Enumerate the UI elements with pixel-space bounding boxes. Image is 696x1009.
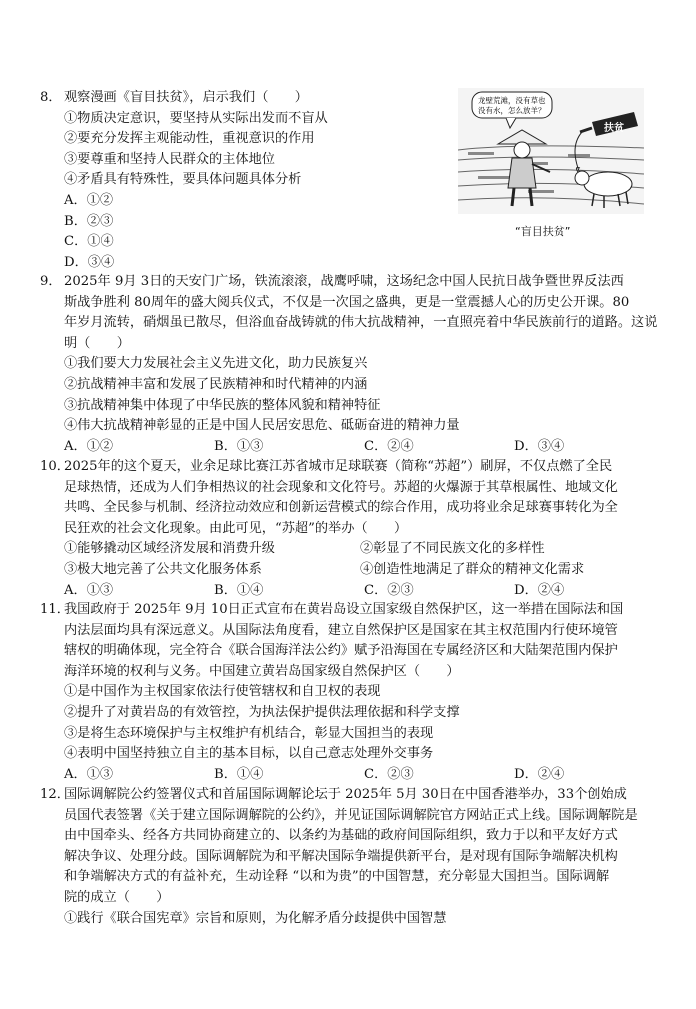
statement: ②要充分发挥主观能动性，重视意识的作用 [64, 131, 315, 147]
option-c[interactable]: C．②④ [364, 438, 414, 454]
option-a[interactable]: A．①③ [64, 582, 114, 598]
statement: ②抗战精神丰富和发展了民族精神和时代精神的内涵 [64, 376, 368, 392]
statement: ①能够撬动区域经济发展和消费升级 [64, 541, 275, 557]
question-number: 11． [40, 602, 70, 617]
statement: ③抗战精神集中体现了中华民族的整体风貌和精神特征 [64, 397, 381, 413]
option-b[interactable]: B．②③ [64, 213, 114, 229]
question-stem: 斯战争胜利 80周年的盛大阅兵仪式，不仅是一次国之盛典，更是一堂震撼人心的历史公开课。80 [64, 294, 630, 310]
option-c[interactable]: C．②③ [364, 582, 414, 598]
option-c[interactable]: C．②③ [364, 766, 414, 782]
question-stem: 共鸣、全民参与机制、经济拉动效应和创新运营模式的综合作用，成功将业余足球赛事转化为全 [64, 500, 618, 516]
statement: ④伟大抗战精神彰显的正是中国人民居安思危、砥砺奋进的精神力量 [64, 418, 460, 434]
question-12 [40, 785, 666, 929]
statement: ④创造性地满足了群众的精神文化需求 [360, 561, 585, 577]
statement: ①是中国作为主权国家依法行使管辖权和自卫权的表现 [64, 684, 381, 700]
options-row [40, 437, 666, 458]
option-d[interactable]: D．②④ [514, 582, 565, 598]
sign-text: 扶贫 [604, 123, 624, 134]
option-c[interactable]: C．①④ [64, 234, 114, 250]
statement: ①物质决定意识，要坚持从实际出发而不盲从 [64, 110, 328, 126]
statement: ①践行《联合国宪章》宗旨和原则，为化解矛盾分歧提供中国智慧 [64, 910, 447, 926]
question-number: 12． [40, 787, 70, 802]
question-number: 10． [40, 459, 70, 474]
question-stem: 海洋环境的权利与义务。中国建立黄岩岛国家级自然保护区（ ） [64, 663, 460, 679]
option-d[interactable]: D．③④ [514, 438, 565, 454]
statement: ②提升了对黄岩岛的有效管控，为执法保护提供法理依据和科学支撑 [64, 704, 460, 720]
question-stem: 明（ ） [64, 335, 130, 351]
statement: ③要尊重和坚持人民群众的主体地位 [64, 151, 275, 167]
question-stem: 和争端解决方式的有益补充，生动诠释 “以和为贵”的中国智慧，充分彰显大国担当。国际调解 [64, 869, 610, 885]
question-stem: 2025年 9月 3日的天安门广场，铁流滚滚，战鹰呼啸，这场纪念中国人民抗日战争暨世界反法西 [64, 274, 624, 289]
option-b[interactable]: B．①④ [214, 766, 264, 782]
statement: ①我们要大力发展社会主义先进文化，助力民族复兴 [64, 356, 368, 372]
cartoon-illustration [458, 88, 644, 214]
question-stem: 国际调解院公约签署仪式和首届国际调解论坛于 2025年 5月 30日在中国香港举办，33个创始成 [64, 787, 627, 802]
question-stem: 足球热情，还成为人们争相热议的社会现象和文化符号。苏超的火爆源于其草根属性、地域文化 [64, 479, 618, 495]
statement: ③是将生态环境保护与主权维护有机结合，彰显大国担当的表现 [64, 725, 434, 741]
question-number: 8． [40, 90, 62, 105]
option-d[interactable]: D．③④ [64, 254, 115, 270]
question-number: 9． [40, 274, 62, 289]
question-stem: 员国代表签署《关于建立国际调解院的公约》，并见证国际调解院官方网站正式上线。国际调解院是 [64, 807, 638, 823]
question-8 [40, 88, 460, 273]
options-row [40, 765, 666, 786]
question-stem: 民狂欢的社会文化现象。由此可见，“苏超”的举办（ ） [64, 520, 408, 536]
question-9 [40, 272, 666, 457]
bubble-text-line1: 龙壁荒滩，没有草也 [478, 96, 546, 105]
statement: ④表明中国坚持独立自主的基本目标，以自己意志处理外交事务 [64, 746, 434, 762]
option-a[interactable]: A．①② [64, 192, 114, 208]
bubble-text-line2: 没有水，怎么放羊？ [478, 106, 546, 115]
option-d[interactable]: D．②④ [514, 766, 565, 782]
option-a[interactable]: A．①② [64, 438, 114, 454]
question-11 [40, 600, 666, 785]
statement: ③极大地完善了公共文化服务体系 [64, 561, 262, 577]
option-a[interactable]: A．①③ [64, 766, 114, 782]
options-row [40, 581, 666, 602]
question-stem: 由中国牵头、经各方共同协商建立的、以条约为基础的政府间国际组织，致力于以和平友好方式 [64, 828, 618, 844]
option-b[interactable]: B．①④ [214, 582, 264, 598]
option-b[interactable]: B．①③ [214, 438, 264, 454]
question-stem: 观察漫画《盲目扶贫》，启示我们（ ） [64, 90, 308, 105]
cartoon-caption: “盲目扶贫” [515, 225, 571, 238]
question-stem: 解决争议、处理分歧。国际调解院为和平解决国际争端提供新平台，是对现有国际争端解决机构 [64, 848, 618, 864]
question-stem: 院的成立（ ） [64, 889, 170, 905]
question-stem: 我国政府于 2025年 9月 10日正式宣布在黄岩岛设立国家级自然保护区，这一举措在国际法和国 [64, 602, 624, 617]
statement: ②彰显了不同民族文化的多样性 [360, 541, 545, 557]
question-stem: 内法层面均具有深远意义。从国际法角度看，建立自然保护区是国家在其主权范围内行使环境管 [64, 622, 618, 638]
question-10 [40, 457, 666, 601]
question-stem: 2025年的这个夏天，业余足球比赛江苏省城市足球联赛（简称“苏超”）刷屏，不仅点燃了全民 [64, 459, 613, 474]
statement: ④矛盾具有特殊性，要具体问题具体分析 [64, 172, 302, 188]
question-stem: 辖权的明确体现，完全符合《联合国海洋法公约》赋予沿海国在专属经济区和大陆架范围内保护 [64, 643, 618, 659]
question-stem: 年岁月流转，硝烟虽已散尽，但浴血奋战铸就的伟大抗战精神，一直照亮着中华民族前行的道路。这说 [64, 315, 658, 331]
